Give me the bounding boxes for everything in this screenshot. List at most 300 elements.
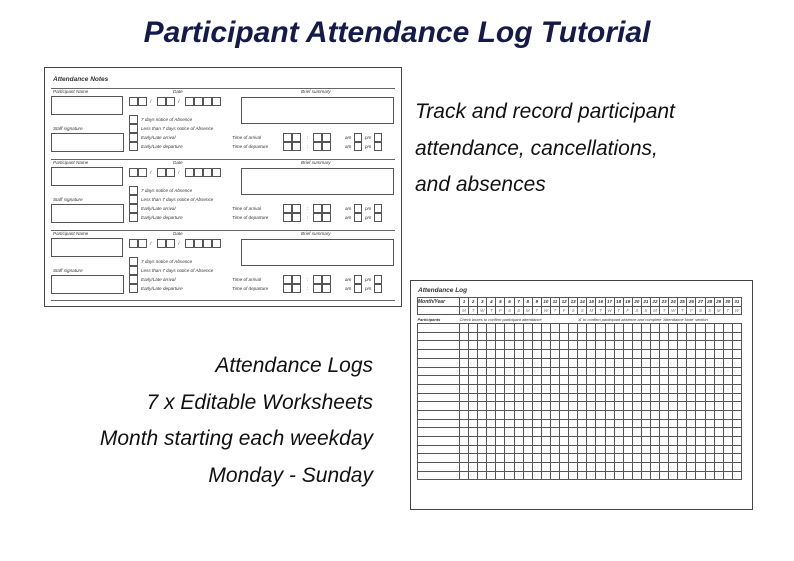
attendance-checkbox[interactable] [496, 367, 505, 376]
attendance-checkbox[interactable] [514, 454, 523, 463]
attendance-checkbox[interactable] [469, 332, 478, 341]
attendance-checkbox[interactable] [714, 410, 723, 419]
attendance-checkbox[interactable] [623, 332, 632, 341]
attendance-checkbox[interactable] [496, 393, 505, 402]
attendance-checkbox[interactable] [487, 367, 496, 376]
attendance-checkbox[interactable] [578, 350, 587, 359]
attendance-checkbox[interactable] [523, 341, 532, 350]
attendance-checkbox[interactable] [550, 367, 559, 376]
attendance-checkbox[interactable] [623, 350, 632, 359]
attendance-checkbox[interactable] [623, 324, 632, 333]
time-digit-box[interactable] [322, 275, 331, 284]
attendance-checkbox[interactable] [478, 332, 487, 341]
attendance-checkbox[interactable] [578, 367, 587, 376]
attendance-checkbox[interactable] [641, 376, 650, 385]
attendance-checkbox[interactable] [732, 428, 741, 437]
attendance-checkbox[interactable] [705, 324, 714, 333]
attendance-checkbox[interactable] [487, 445, 496, 454]
date-digit-box[interactable] [212, 97, 221, 106]
attendance-checkbox[interactable] [469, 376, 478, 385]
attendance-checkbox[interactable] [705, 471, 714, 480]
attendance-checkbox[interactable] [632, 376, 641, 385]
attendance-checkbox[interactable] [705, 428, 714, 437]
attendance-checkbox[interactable] [660, 471, 669, 480]
attendance-checkbox[interactable] [550, 350, 559, 359]
attendance-checkbox[interactable] [596, 384, 605, 393]
participant-name-cell[interactable] [418, 437, 460, 446]
attendance-checkbox[interactable] [541, 428, 550, 437]
attendance-checkbox[interactable] [623, 471, 632, 480]
attendance-checkbox[interactable] [569, 332, 578, 341]
attendance-checkbox[interactable] [650, 341, 659, 350]
attendance-checkbox[interactable] [605, 341, 614, 350]
attendance-checkbox[interactable] [641, 324, 650, 333]
attendance-checkbox[interactable] [650, 437, 659, 446]
time-digit-box[interactable] [283, 275, 292, 284]
attendance-checkbox[interactable] [641, 428, 650, 437]
attendance-checkbox[interactable] [587, 454, 596, 463]
attendance-checkbox[interactable] [569, 358, 578, 367]
attendance-checkbox[interactable] [705, 332, 714, 341]
attendance-checkbox[interactable] [614, 437, 623, 446]
attendance-checkbox[interactable] [705, 419, 714, 428]
attendance-checkbox[interactable] [623, 428, 632, 437]
attendance-checkbox[interactable] [614, 358, 623, 367]
attendance-checkbox[interactable] [578, 445, 587, 454]
attendance-checkbox[interactable] [678, 376, 687, 385]
attendance-checkbox[interactable] [614, 367, 623, 376]
attendance-checkbox[interactable] [632, 445, 641, 454]
attendance-checkbox[interactable] [632, 350, 641, 359]
attendance-checkbox[interactable] [569, 376, 578, 385]
attendance-checkbox[interactable] [514, 428, 523, 437]
attendance-checkbox[interactable] [650, 402, 659, 411]
attendance-checkbox[interactable] [623, 341, 632, 350]
attendance-checkbox[interactable] [650, 471, 659, 480]
attendance-checkbox[interactable] [596, 350, 605, 359]
attendance-checkbox[interactable] [460, 410, 469, 419]
attendance-checkbox[interactable] [696, 410, 705, 419]
time-digit-box[interactable] [322, 213, 331, 222]
attendance-checkbox[interactable] [514, 445, 523, 454]
attendance-checkbox[interactable] [478, 341, 487, 350]
checkbox[interactable] [129, 124, 138, 133]
attendance-checkbox[interactable] [660, 324, 669, 333]
attendance-checkbox[interactable] [660, 332, 669, 341]
time-digit-box[interactable] [292, 284, 301, 293]
attendance-checkbox[interactable] [469, 454, 478, 463]
attendance-checkbox[interactable] [578, 454, 587, 463]
attendance-checkbox[interactable] [523, 463, 532, 472]
attendance-checkbox[interactable] [478, 410, 487, 419]
checkbox[interactable] [129, 115, 138, 124]
attendance-checkbox[interactable] [496, 471, 505, 480]
attendance-checkbox[interactable] [541, 358, 550, 367]
attendance-checkbox[interactable] [469, 410, 478, 419]
attendance-checkbox[interactable] [523, 367, 532, 376]
attendance-checkbox[interactable] [678, 419, 687, 428]
attendance-checkbox[interactable] [523, 437, 532, 446]
attendance-checkbox[interactable] [487, 428, 496, 437]
attendance-checkbox[interactable] [678, 445, 687, 454]
attendance-checkbox[interactable] [587, 437, 596, 446]
attendance-checkbox[interactable] [469, 428, 478, 437]
attendance-checkbox[interactable] [723, 463, 732, 472]
attendance-checkbox[interactable] [578, 341, 587, 350]
attendance-checkbox[interactable] [514, 350, 523, 359]
attendance-checkbox[interactable] [632, 454, 641, 463]
attendance-checkbox[interactable] [596, 419, 605, 428]
attendance-checkbox[interactable] [469, 471, 478, 480]
attendance-checkbox[interactable] [532, 384, 541, 393]
attendance-checkbox[interactable] [687, 341, 696, 350]
attendance-checkbox[interactable] [660, 350, 669, 359]
attendance-checkbox[interactable] [696, 341, 705, 350]
attendance-checkbox[interactable] [641, 332, 650, 341]
attendance-checkbox[interactable] [723, 445, 732, 454]
attendance-checkbox[interactable] [569, 324, 578, 333]
attendance-checkbox[interactable] [669, 350, 678, 359]
attendance-checkbox[interactable] [560, 428, 569, 437]
attendance-checkbox[interactable] [669, 445, 678, 454]
attendance-checkbox[interactable] [505, 437, 514, 446]
attendance-checkbox[interactable] [614, 471, 623, 480]
attendance-checkbox[interactable] [732, 332, 741, 341]
attendance-checkbox[interactable] [669, 437, 678, 446]
attendance-checkbox[interactable] [478, 428, 487, 437]
attendance-checkbox[interactable] [487, 341, 496, 350]
attendance-checkbox[interactable] [687, 428, 696, 437]
attendance-checkbox[interactable] [605, 428, 614, 437]
attendance-checkbox[interactable] [623, 402, 632, 411]
attendance-checkbox[interactable] [541, 463, 550, 472]
attendance-checkbox[interactable] [723, 454, 732, 463]
attendance-checkbox[interactable] [714, 393, 723, 402]
attendance-checkbox[interactable] [723, 437, 732, 446]
attendance-checkbox[interactable] [705, 393, 714, 402]
attendance-checkbox[interactable] [514, 463, 523, 472]
attendance-checkbox[interactable] [578, 410, 587, 419]
attendance-checkbox[interactable] [569, 471, 578, 480]
am-checkbox[interactable] [354, 213, 362, 222]
attendance-checkbox[interactable] [541, 350, 550, 359]
attendance-checkbox[interactable] [732, 419, 741, 428]
attendance-checkbox[interactable] [487, 454, 496, 463]
attendance-checkbox[interactable] [487, 324, 496, 333]
attendance-checkbox[interactable] [732, 393, 741, 402]
attendance-checkbox[interactable] [514, 376, 523, 385]
attendance-checkbox[interactable] [641, 402, 650, 411]
attendance-checkbox[interactable] [569, 419, 578, 428]
attendance-checkbox[interactable] [641, 437, 650, 446]
attendance-checkbox[interactable] [541, 341, 550, 350]
attendance-checkbox[interactable] [550, 358, 559, 367]
date-digit-box[interactable] [129, 239, 138, 248]
attendance-checkbox[interactable] [696, 471, 705, 480]
attendance-checkbox[interactable] [596, 324, 605, 333]
attendance-checkbox[interactable] [650, 376, 659, 385]
attendance-checkbox[interactable] [514, 341, 523, 350]
attendance-checkbox[interactable] [669, 376, 678, 385]
attendance-checkbox[interactable] [614, 376, 623, 385]
attendance-checkbox[interactable] [460, 471, 469, 480]
attendance-checkbox[interactable] [523, 402, 532, 411]
date-digit-box[interactable] [194, 168, 203, 177]
participant-name-cell[interactable] [418, 445, 460, 454]
attendance-checkbox[interactable] [560, 350, 569, 359]
attendance-checkbox[interactable] [714, 350, 723, 359]
attendance-checkbox[interactable] [460, 358, 469, 367]
attendance-checkbox[interactable] [596, 358, 605, 367]
attendance-checkbox[interactable] [532, 341, 541, 350]
attendance-checkbox[interactable] [514, 358, 523, 367]
time-digit-box[interactable] [292, 133, 301, 142]
attendance-checkbox[interactable] [514, 437, 523, 446]
attendance-checkbox[interactable] [632, 410, 641, 419]
participant-name-cell[interactable] [418, 393, 460, 402]
date-digit-box[interactable] [129, 168, 138, 177]
attendance-checkbox[interactable] [650, 419, 659, 428]
attendance-checkbox[interactable] [523, 471, 532, 480]
attendance-checkbox[interactable] [587, 428, 596, 437]
attendance-checkbox[interactable] [569, 454, 578, 463]
attendance-checkbox[interactable] [514, 393, 523, 402]
attendance-checkbox[interactable] [523, 350, 532, 359]
am-checkbox[interactable] [354, 142, 362, 151]
attendance-checkbox[interactable] [632, 463, 641, 472]
attendance-checkbox[interactable] [578, 471, 587, 480]
date-digit-box[interactable] [157, 97, 166, 106]
attendance-checkbox[interactable] [505, 393, 514, 402]
participant-name-cell[interactable] [418, 428, 460, 437]
date-digit-box[interactable] [185, 97, 194, 106]
attendance-checkbox[interactable] [605, 332, 614, 341]
attendance-checkbox[interactable] [660, 358, 669, 367]
attendance-checkbox[interactable] [560, 454, 569, 463]
attendance-checkbox[interactable] [469, 419, 478, 428]
attendance-checkbox[interactable] [505, 332, 514, 341]
attendance-checkbox[interactable] [687, 410, 696, 419]
attendance-checkbox[interactable] [505, 341, 514, 350]
attendance-checkbox[interactable] [569, 428, 578, 437]
attendance-checkbox[interactable] [523, 428, 532, 437]
attendance-checkbox[interactable] [560, 358, 569, 367]
participant-name-field[interactable] [51, 167, 123, 186]
time-digit-box[interactable] [283, 284, 292, 293]
participant-name-cell[interactable] [418, 350, 460, 359]
attendance-checkbox[interactable] [550, 332, 559, 341]
attendance-checkbox[interactable] [487, 471, 496, 480]
attendance-checkbox[interactable] [578, 393, 587, 402]
attendance-checkbox[interactable] [569, 367, 578, 376]
attendance-checkbox[interactable] [532, 445, 541, 454]
attendance-checkbox[interactable] [478, 350, 487, 359]
attendance-checkbox[interactable] [669, 402, 678, 411]
attendance-checkbox[interactable] [587, 367, 596, 376]
attendance-checkbox[interactable] [541, 419, 550, 428]
attendance-checkbox[interactable] [550, 393, 559, 402]
attendance-checkbox[interactable] [550, 376, 559, 385]
attendance-checkbox[interactable] [714, 332, 723, 341]
attendance-checkbox[interactable] [723, 393, 732, 402]
pm-checkbox[interactable] [374, 284, 382, 293]
attendance-checkbox[interactable] [660, 419, 669, 428]
attendance-checkbox[interactable] [587, 410, 596, 419]
attendance-checkbox[interactable] [496, 324, 505, 333]
attendance-checkbox[interactable] [505, 358, 514, 367]
attendance-checkbox[interactable] [632, 471, 641, 480]
attendance-checkbox[interactable] [605, 402, 614, 411]
attendance-checkbox[interactable] [532, 358, 541, 367]
attendance-checkbox[interactable] [714, 471, 723, 480]
attendance-checkbox[interactable] [650, 445, 659, 454]
attendance-checkbox[interactable] [705, 376, 714, 385]
participant-name-cell[interactable] [418, 358, 460, 367]
attendance-checkbox[interactable] [478, 445, 487, 454]
attendance-checkbox[interactable] [560, 384, 569, 393]
attendance-checkbox[interactable] [650, 332, 659, 341]
attendance-checkbox[interactable] [605, 419, 614, 428]
attendance-checkbox[interactable] [641, 384, 650, 393]
participant-name-cell[interactable] [418, 471, 460, 480]
attendance-checkbox[interactable] [460, 376, 469, 385]
attendance-checkbox[interactable] [660, 428, 669, 437]
attendance-checkbox[interactable] [478, 358, 487, 367]
attendance-checkbox[interactable] [632, 332, 641, 341]
pm-checkbox[interactable] [374, 142, 382, 151]
attendance-checkbox[interactable] [678, 324, 687, 333]
attendance-checkbox[interactable] [660, 463, 669, 472]
attendance-checkbox[interactable] [469, 445, 478, 454]
attendance-checkbox[interactable] [678, 428, 687, 437]
attendance-checkbox[interactable] [523, 324, 532, 333]
attendance-checkbox[interactable] [541, 437, 550, 446]
attendance-checkbox[interactable] [578, 332, 587, 341]
brief-summary-field[interactable] [241, 168, 394, 195]
attendance-checkbox[interactable] [687, 376, 696, 385]
attendance-checkbox[interactable] [641, 419, 650, 428]
attendance-checkbox[interactable] [469, 402, 478, 411]
attendance-checkbox[interactable] [614, 445, 623, 454]
attendance-checkbox[interactable] [523, 410, 532, 419]
attendance-checkbox[interactable] [614, 332, 623, 341]
attendance-checkbox[interactable] [641, 393, 650, 402]
attendance-checkbox[interactable] [596, 402, 605, 411]
attendance-checkbox[interactable] [550, 463, 559, 472]
attendance-checkbox[interactable] [605, 384, 614, 393]
attendance-checkbox[interactable] [596, 445, 605, 454]
attendance-checkbox[interactable] [587, 324, 596, 333]
attendance-checkbox[interactable] [632, 384, 641, 393]
attendance-checkbox[interactable] [696, 358, 705, 367]
attendance-checkbox[interactable] [669, 393, 678, 402]
attendance-checkbox[interactable] [714, 367, 723, 376]
staff-signature-field[interactable] [51, 133, 124, 152]
attendance-checkbox[interactable] [460, 402, 469, 411]
attendance-checkbox[interactable] [641, 445, 650, 454]
am-checkbox[interactable] [354, 133, 362, 142]
attendance-checkbox[interactable] [578, 324, 587, 333]
attendance-checkbox[interactable] [478, 437, 487, 446]
attendance-checkbox[interactable] [660, 384, 669, 393]
attendance-checkbox[interactable] [660, 367, 669, 376]
attendance-checkbox[interactable] [523, 419, 532, 428]
attendance-checkbox[interactable] [460, 332, 469, 341]
attendance-checkbox[interactable] [587, 341, 596, 350]
attendance-checkbox[interactable] [605, 445, 614, 454]
attendance-checkbox[interactable] [687, 463, 696, 472]
attendance-checkbox[interactable] [614, 454, 623, 463]
attendance-checkbox[interactable] [669, 332, 678, 341]
attendance-checkbox[interactable] [532, 324, 541, 333]
attendance-checkbox[interactable] [732, 341, 741, 350]
attendance-checkbox[interactable] [505, 419, 514, 428]
attendance-checkbox[interactable] [514, 410, 523, 419]
month-year-field[interactable] [418, 306, 460, 315]
attendance-checkbox[interactable] [669, 471, 678, 480]
attendance-checkbox[interactable] [587, 445, 596, 454]
attendance-checkbox[interactable] [650, 393, 659, 402]
attendance-checkbox[interactable] [605, 367, 614, 376]
pm-checkbox[interactable] [374, 133, 382, 142]
attendance-checkbox[interactable] [605, 350, 614, 359]
attendance-checkbox[interactable] [578, 437, 587, 446]
attendance-checkbox[interactable] [596, 367, 605, 376]
time-digit-box[interactable] [322, 284, 331, 293]
attendance-checkbox[interactable] [614, 410, 623, 419]
attendance-checkbox[interactable] [632, 367, 641, 376]
date-digit-box[interactable] [185, 168, 194, 177]
attendance-checkbox[interactable] [723, 324, 732, 333]
attendance-checkbox[interactable] [696, 402, 705, 411]
attendance-checkbox[interactable] [514, 471, 523, 480]
attendance-checkbox[interactable] [678, 437, 687, 446]
attendance-checkbox[interactable] [687, 393, 696, 402]
date-digit-box[interactable] [212, 168, 221, 177]
date-digit-box[interactable] [212, 239, 221, 248]
participant-name-cell[interactable] [418, 367, 460, 376]
attendance-checkbox[interactable] [641, 341, 650, 350]
attendance-checkbox[interactable] [669, 367, 678, 376]
attendance-checkbox[interactable] [487, 463, 496, 472]
attendance-checkbox[interactable] [487, 350, 496, 359]
participant-name-cell[interactable] [418, 463, 460, 472]
attendance-checkbox[interactable] [660, 341, 669, 350]
attendance-checkbox[interactable] [669, 384, 678, 393]
attendance-checkbox[interactable] [487, 393, 496, 402]
attendance-checkbox[interactable] [632, 402, 641, 411]
attendance-checkbox[interactable] [669, 419, 678, 428]
attendance-checkbox[interactable] [578, 463, 587, 472]
attendance-checkbox[interactable] [696, 384, 705, 393]
date-digit-box[interactable] [157, 168, 166, 177]
attendance-checkbox[interactable] [605, 437, 614, 446]
attendance-checkbox[interactable] [623, 410, 632, 419]
date-digit-box[interactable] [203, 168, 212, 177]
attendance-checkbox[interactable] [732, 324, 741, 333]
attendance-checkbox[interactable] [587, 332, 596, 341]
attendance-checkbox[interactable] [723, 350, 732, 359]
staff-signature-field[interactable] [51, 204, 124, 223]
attendance-checkbox[interactable] [696, 419, 705, 428]
attendance-checkbox[interactable] [732, 410, 741, 419]
attendance-checkbox[interactable] [641, 454, 650, 463]
date-digit-box[interactable] [138, 239, 147, 248]
date-digit-box[interactable] [194, 97, 203, 106]
attendance-checkbox[interactable] [514, 419, 523, 428]
attendance-checkbox[interactable] [478, 463, 487, 472]
checkbox[interactable] [129, 275, 138, 284]
